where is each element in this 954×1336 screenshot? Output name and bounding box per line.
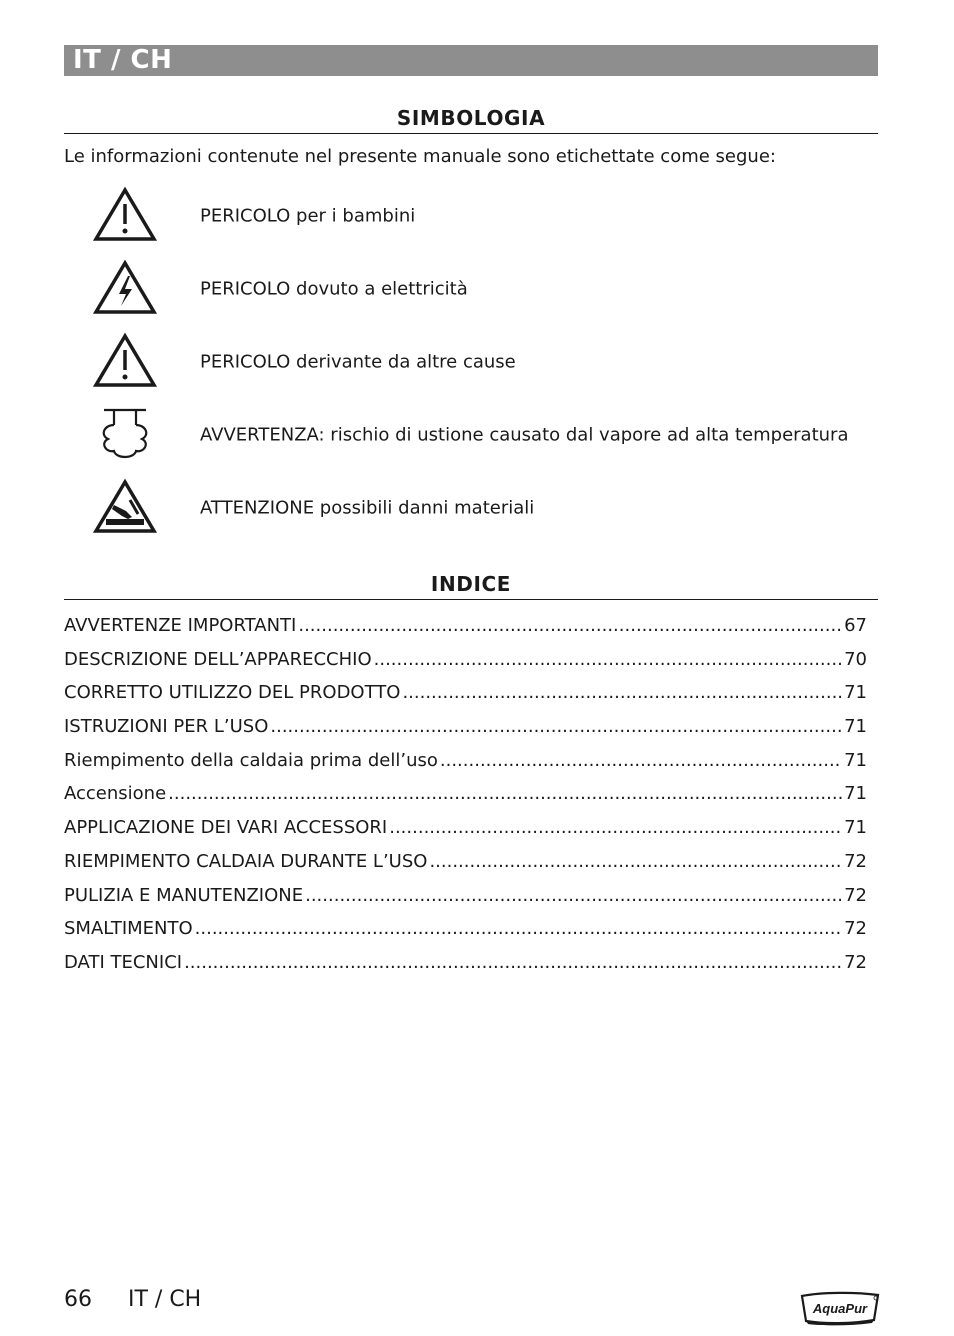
toc-entry-page: 72 [844, 850, 867, 872]
toc-entry-page: 70 [844, 648, 867, 670]
toc-entry-label: ISTRUZIONI PER L’USO [64, 716, 269, 738]
table-of-contents [64, 615, 867, 986]
symbol-row [92, 405, 892, 465]
material-damage-icon [92, 478, 158, 538]
toc-entry[interactable] [64, 716, 867, 750]
language-header-bar [64, 45, 878, 76]
toc-entry[interactable] [64, 682, 867, 716]
toc-entry[interactable] [64, 649, 867, 683]
toc-entry-label: APPLICAZIONE DEI VARI ACCESSORI [64, 817, 388, 839]
aquapur-logo [800, 1290, 880, 1326]
toc-entry-page: 71 [844, 749, 867, 771]
toc-entry-label: AVVERTENZE IMPORTANTI [64, 615, 297, 636]
footer-language: IT / CH [128, 1287, 202, 1312]
hot-steam-icon [92, 405, 158, 465]
toc-entry-label: Accensione [64, 783, 167, 805]
toc-entry-page: 71 [844, 783, 867, 805]
toc-entry-label: DATI TECNICI [64, 951, 183, 973]
symbols-intro-text: Le informazioni contenute nel presente manuale sono etichettate come segue: [64, 146, 776, 167]
symbol-row [92, 186, 892, 246]
toc-leader-dots [270, 716, 842, 737]
toc-entry[interactable] [64, 952, 867, 986]
toc-entry-label: DESCRIZIONE DELL’APPARECCHIO [64, 648, 372, 670]
toc-leader-dots [429, 851, 842, 872]
section-divider [64, 133, 878, 134]
toc-leader-dots [440, 750, 842, 771]
symbol-label: PERICOLO dovuto a elettricità [200, 278, 468, 300]
symbol-label: PERICOLO derivante da altre cause [200, 351, 516, 373]
toc-entry[interactable] [64, 817, 867, 851]
toc-leader-dots [402, 682, 842, 703]
toc-entry-label: SMALTIMENTO [64, 918, 193, 940]
toc-entry[interactable] [64, 615, 867, 649]
symbols-section-title: SIMBOLOGIA [396, 106, 546, 130]
toc-leader-dots [195, 918, 842, 939]
toc-entry[interactable] [64, 885, 867, 919]
toc-entry-page: 71 [844, 682, 867, 704]
toc-entry-page: 72 [844, 884, 867, 906]
symbol-row [92, 332, 892, 392]
symbol-row [92, 478, 892, 538]
index-section-title: INDICE [430, 572, 512, 596]
toc-entry-page: 71 [844, 817, 867, 839]
symbol-label: PERICOLO per i bambini [200, 205, 416, 227]
section-divider [64, 599, 878, 600]
symbol-row [92, 259, 892, 319]
toc-entry[interactable] [64, 918, 867, 952]
toc-leader-dots [184, 952, 842, 973]
svg-text:AquaPur: AquaPur [812, 1301, 868, 1316]
warning-triangle-icon [92, 186, 158, 246]
toc-leader-dots [168, 783, 842, 804]
toc-entry-page: 71 [844, 716, 867, 738]
toc-leader-dots [305, 885, 842, 906]
toc-leader-dots [389, 817, 842, 838]
symbol-label: ATTENZIONE possibili danni materiali [200, 497, 535, 519]
toc-entry-page: 67 [844, 615, 867, 636]
toc-leader-dots [298, 615, 842, 636]
toc-entry[interactable] [64, 851, 867, 885]
toc-entry-page: 72 [844, 918, 867, 940]
warning-triangle-icon [92, 332, 158, 392]
toc-entry-label: RIEMPIMENTO CALDAIA DURANTE L’USO [64, 850, 428, 872]
electric-hazard-icon [92, 259, 158, 319]
page-number: 66 [64, 1287, 92, 1312]
toc-entry-page: 72 [844, 951, 867, 973]
toc-entry[interactable] [64, 783, 867, 817]
toc-entry-label: CORRETTO UTILIZZO DEL PRODOTTO [64, 682, 401, 704]
toc-entry-label: PULIZIA E MANUTENZIONE [64, 884, 304, 906]
toc-entry[interactable] [64, 750, 867, 784]
toc-entry-label: Riempimento della caldaia prima dell’uso [64, 749, 438, 771]
symbol-label: AVVERTENZA: rischio di ustione causato dal vapore ad alta temperatura [200, 424, 849, 446]
header-language: IT / CH [73, 45, 173, 75]
toc-leader-dots [374, 649, 842, 670]
